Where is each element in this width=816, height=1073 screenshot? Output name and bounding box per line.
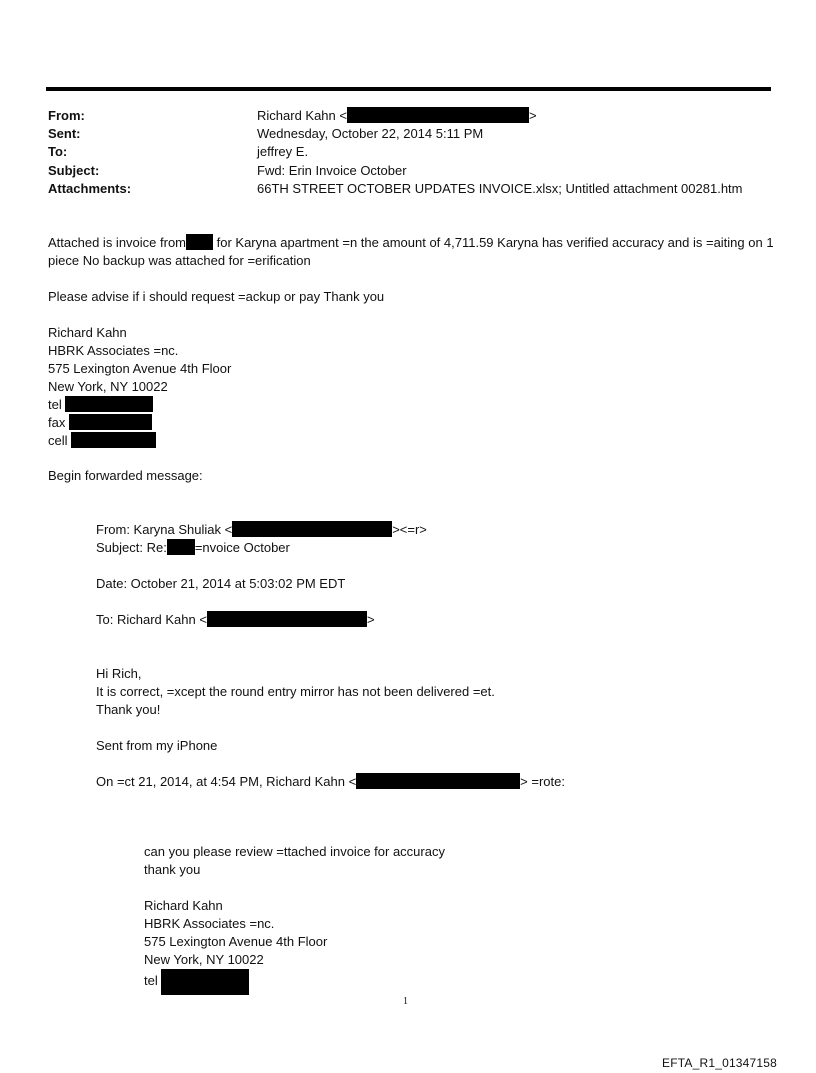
redaction	[161, 969, 249, 995]
to-value: jeffrey E.	[257, 144, 309, 160]
sig-city: New York, NY 10022	[48, 379, 168, 394]
attachments-label: Attachments:	[48, 180, 132, 196]
inner-sig-address: 575 Lexington Avenue 4th Floor	[144, 934, 328, 949]
fwd-on-wrote	[96, 773, 565, 791]
inner-line-1: can you please review =ttached invoice for accuracy	[144, 844, 445, 859]
page-number: 1	[403, 996, 408, 1007]
fwd-subject-text: Subject: Re:	[96, 540, 167, 555]
inner-line-2: thank you	[144, 862, 201, 877]
body-text: Attached is invoice from	[48, 235, 187, 250]
spacer	[96, 593, 565, 611]
fwd-message-2: Thank you!	[96, 702, 161, 717]
redaction	[356, 773, 520, 789]
signature	[48, 324, 231, 450]
body-paragraph-1	[48, 234, 778, 270]
tel-label: tel	[48, 397, 62, 412]
fax-label: fax	[48, 415, 66, 430]
spacer	[96, 755, 565, 773]
inner-sig-tel	[144, 969, 445, 987]
inner-sig-company: HBRK Associates =nc.	[144, 916, 275, 931]
fwd-date: Date: October 21, 2014 at 5:03:02 PM EDT	[96, 576, 346, 591]
fwd-from-close: ><=r>	[392, 522, 427, 537]
redaction	[69, 414, 152, 430]
from-label: From:	[48, 108, 85, 123]
spacer	[96, 719, 565, 737]
fwd-on-close: > =rote:	[520, 774, 565, 789]
fwd-message-1: It is correct, =xcept the round entry mirror has not been delivered =et.	[96, 684, 495, 699]
spacer	[96, 647, 565, 665]
spacer	[144, 879, 445, 897]
subject-label: Subject:	[48, 162, 100, 178]
subject-value: Fwd: Erin Invoice October	[257, 162, 407, 178]
cell-label: cell	[48, 433, 68, 448]
fwd-from-text: From: Karyna Shuliak <	[96, 522, 233, 537]
sig-cell	[48, 432, 231, 450]
from-name: Richard Kahn <	[257, 108, 347, 123]
fwd-to-text: To: Richard Kahn <	[96, 612, 207, 627]
fwd-to-close: >	[366, 612, 375, 627]
forward-intro: Begin forwarded message:	[48, 468, 203, 483]
email-header	[48, 107, 743, 198]
body-paragraph-2: Please advise if i should request =ackup or pay Thank you	[48, 289, 385, 304]
inner-sig-name: Richard Kahn	[144, 898, 223, 913]
redaction	[167, 539, 195, 555]
fwd-from	[96, 521, 565, 539]
sig-company: HBRK Associates =nc.	[48, 343, 179, 358]
to-row	[48, 143, 743, 161]
redaction	[186, 234, 213, 250]
bates-number: EFTA_R1_01347158	[662, 1056, 778, 1070]
to-label: To:	[48, 144, 68, 160]
redaction	[207, 611, 367, 627]
redaction	[232, 521, 392, 537]
fwd-subject-rest: =nvoice October	[194, 540, 290, 555]
tel-label: tel	[144, 973, 158, 988]
spacer	[96, 557, 565, 575]
fwd-to	[96, 611, 565, 629]
spacer	[96, 629, 565, 647]
fwd-subject	[96, 539, 565, 557]
header-rule	[46, 87, 771, 91]
attachments-value[interactable]: 66TH STREET OCTOBER UPDATES INVOICE.xlsx; Untitled attachment 00281.htm	[257, 180, 743, 196]
redaction	[347, 107, 529, 123]
fwd-sent-from: Sent from my iPhone	[96, 738, 218, 753]
inner-message	[144, 843, 445, 987]
sig-fax	[48, 414, 231, 432]
from-value	[257, 107, 537, 125]
body-text: for Karyna apartment =n the amount of 4,711.59 Karyna has verified accuracy and is =aiting on 1 piece No backup was attached for =erification	[48, 235, 774, 268]
sent-label: Sent:	[48, 126, 81, 142]
fwd-greeting: Hi Rich,	[96, 666, 142, 681]
fwd-on-text: On =ct 21, 2014, at 4:54 PM, Richard Kahn <	[96, 774, 357, 789]
sent-value: Wednesday, October 22, 2014 5:11 PM	[257, 126, 484, 142]
from-close: >	[528, 108, 537, 123]
subject-row	[48, 162, 743, 180]
redaction	[71, 432, 156, 448]
from-row	[48, 107, 743, 125]
inner-sig-city: New York, NY 10022	[144, 952, 264, 967]
sig-name: Richard Kahn	[48, 325, 127, 340]
sent-row	[48, 125, 743, 143]
sig-address: 575 Lexington Avenue 4th Floor	[48, 361, 232, 376]
attachments-row	[48, 180, 743, 198]
redaction	[65, 396, 153, 412]
forwarded-message	[96, 521, 565, 791]
sig-tel	[48, 396, 231, 414]
